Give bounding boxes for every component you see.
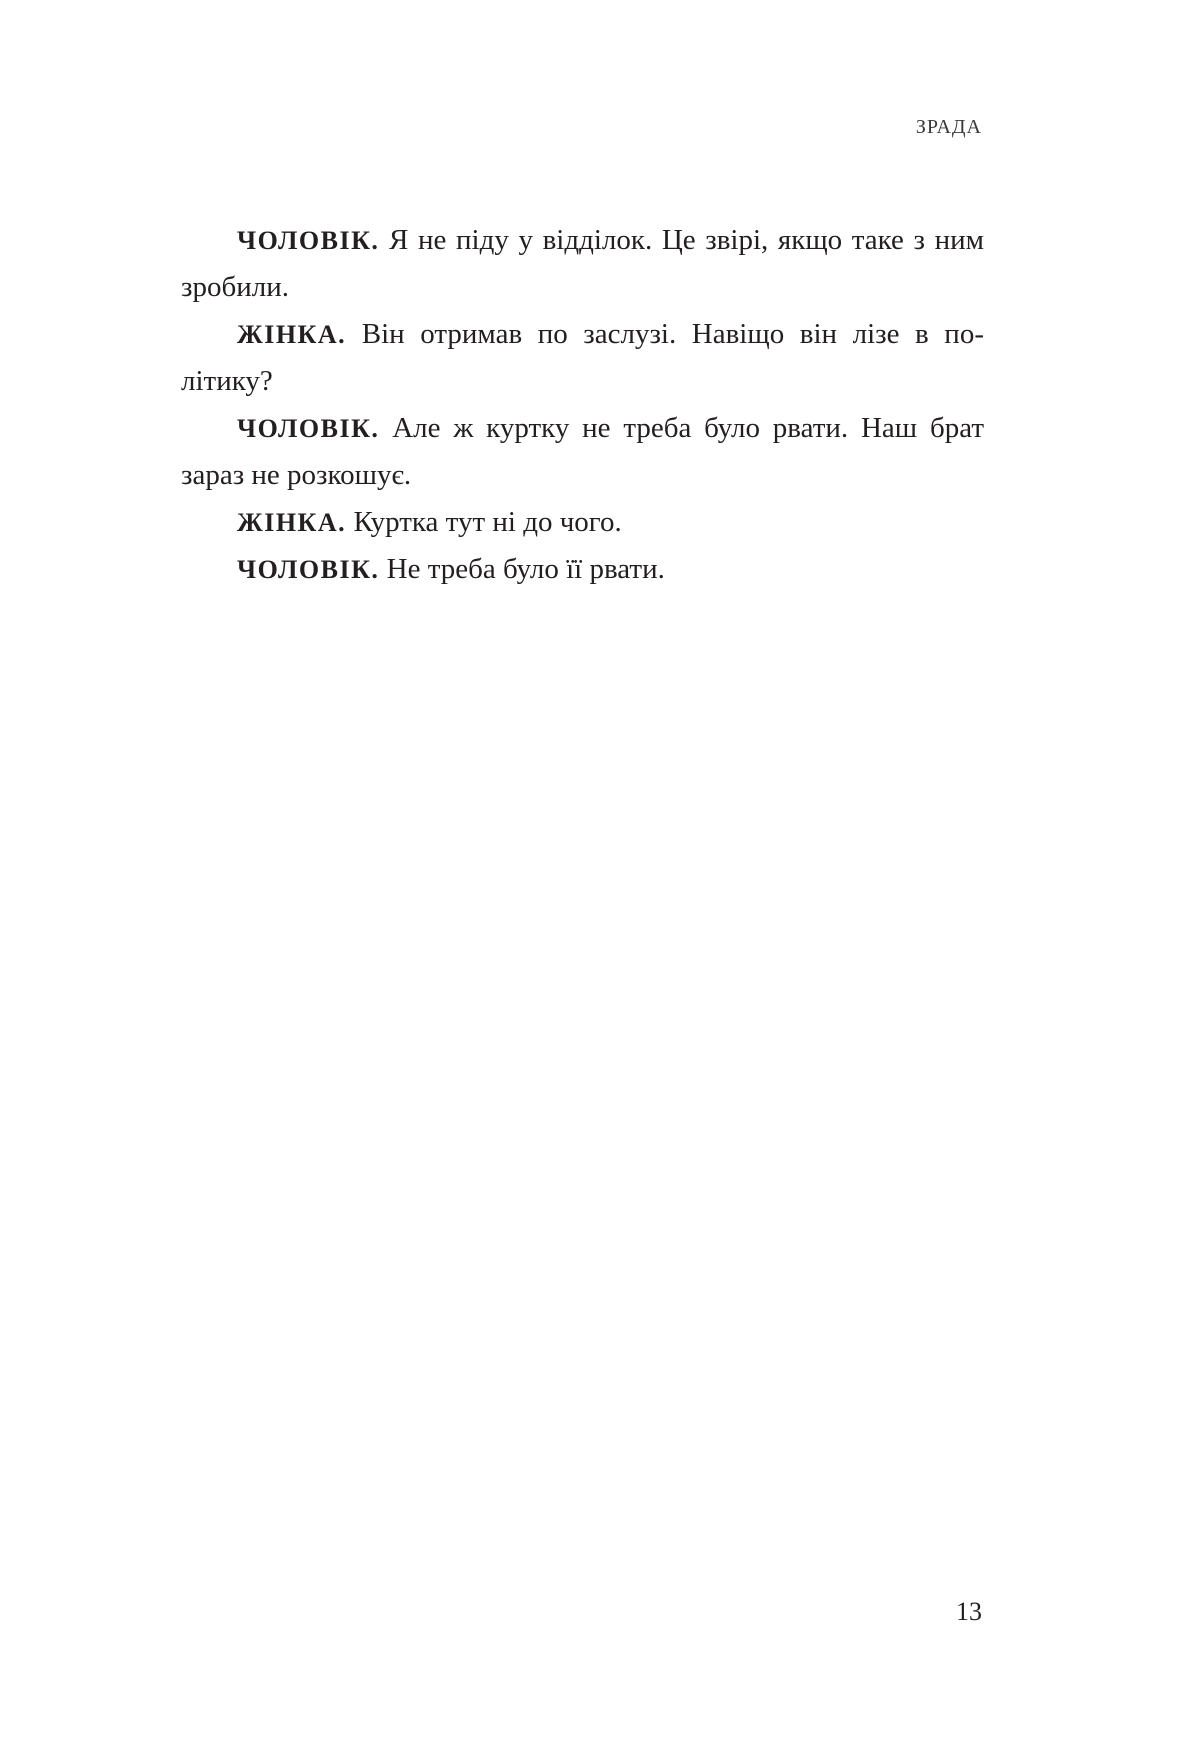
speaker-name: ЖІНКА. [237,508,347,537]
dialogue-text: Не треба було її рвати. [379,553,665,585]
speaker-name: ЧОЛОВІК. [237,414,380,443]
speaker-name: ЧОЛОВІК. [237,555,380,584]
dialogue-line [181,405,984,499]
dialogue-text: Але ж куртку не треба було рвати. Наш брат зараз не розкошує. [181,412,984,491]
dialogue-text: Куртка тут ні до чого. [346,506,622,538]
speaker-name: ЧОЛОВІК. [237,226,380,255]
dialogue-text: Він отримав по заслузі. Навіщо він лізе в політику? [181,318,984,397]
dialogue-line [181,499,984,546]
dialogue-line [181,311,984,405]
page-number: 13 [956,1597,982,1626]
dialogue-text: Я не піду у відділок. Це звірі, якщо таке з ним зробили. [181,224,984,303]
play-dialogue [181,217,984,593]
dialogue-line [181,217,984,311]
running-header-title: ЗРАДА [915,116,982,138]
speaker-name: ЖІНКА. [237,320,347,349]
dialogue-line [181,546,984,593]
